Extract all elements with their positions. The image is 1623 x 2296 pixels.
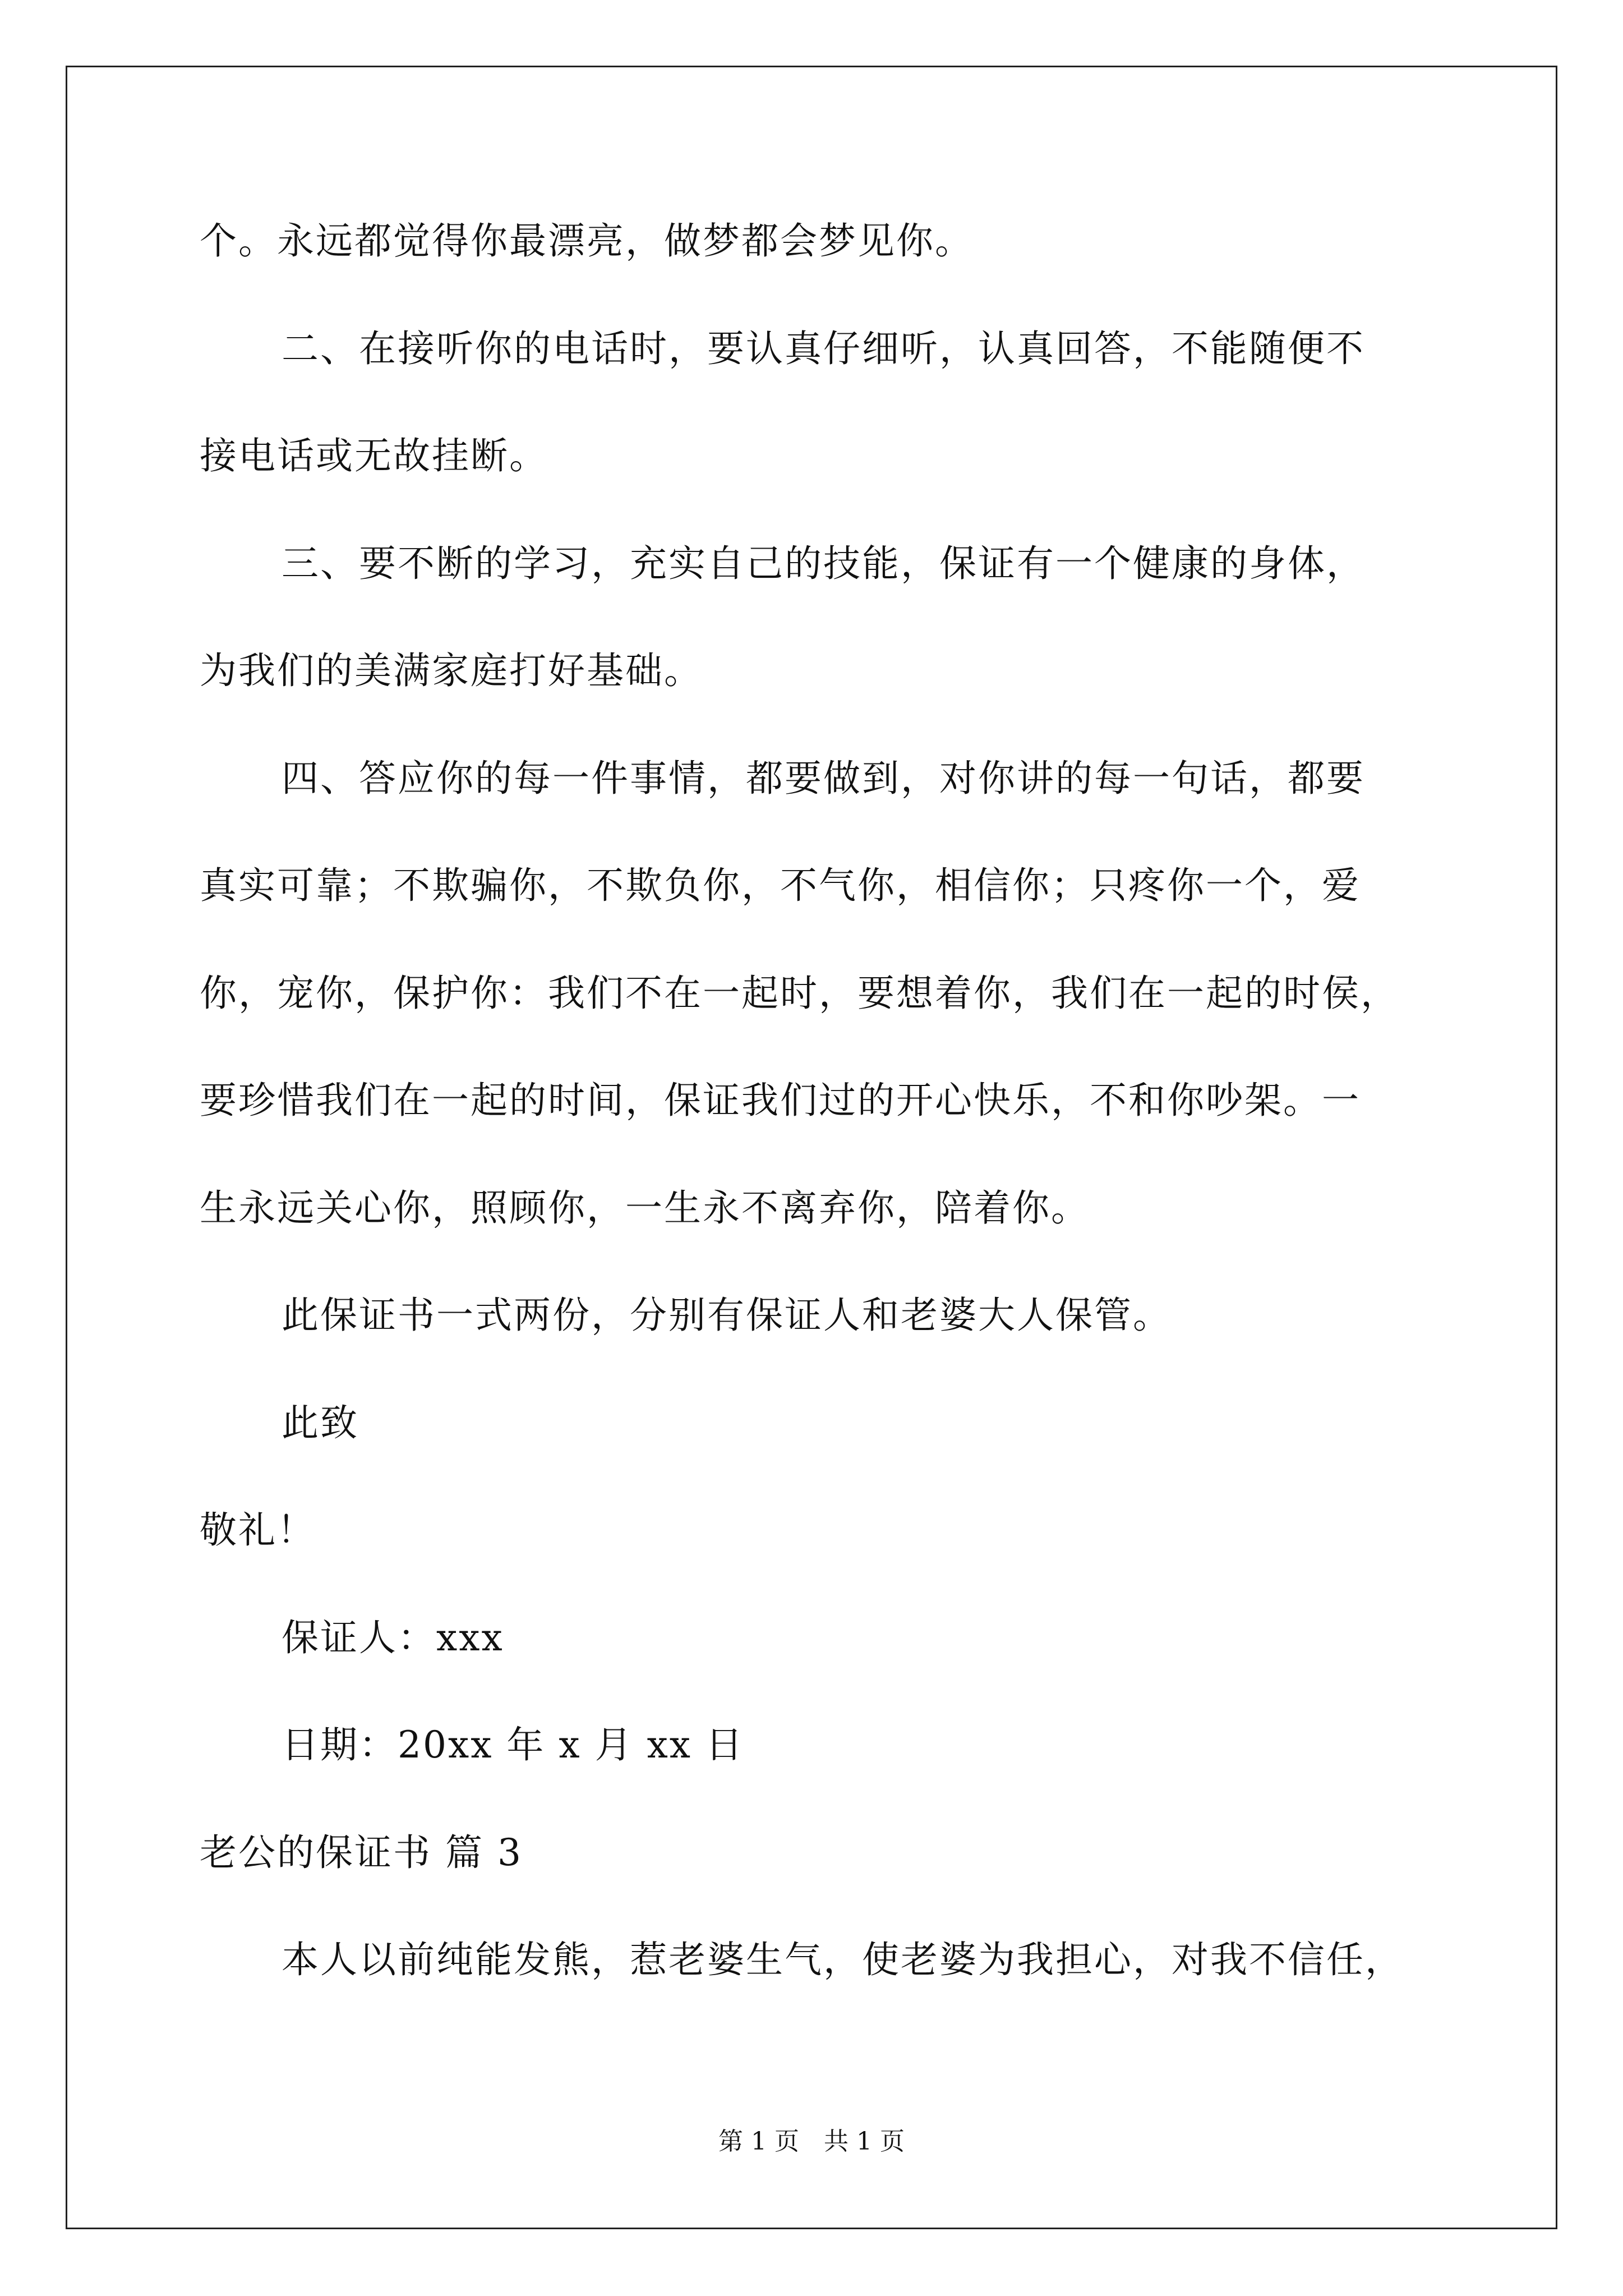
text-line: 要珍惜我们在一起的时间，保证我们过的开心快乐，不和你吵架。一 — [200, 1079, 1361, 1122]
text-line: 你，宠你，保护你：我们不在一起时，要想着你，我们在一起的时侯， — [200, 972, 1399, 1015]
section-heading: 老公的保证书 篇 3 — [200, 1831, 523, 1874]
page-border — [66, 66, 1557, 2229]
page-number: 第 1 页 共 1 页 — [718, 2127, 905, 2156]
text-line: 三、要不断的学习，充实自己的技能，保证有一个健康的身体， — [282, 542, 1365, 585]
text-line: 敬礼！ — [200, 1508, 316, 1552]
text-line: 接电话或无故挂断。 — [200, 434, 548, 477]
text-line: 此保证书一式两份，分别有保证人和老婆大人保管。 — [282, 1294, 1172, 1337]
text-line: 个。永远都觉得你最漂亮，做梦都会梦见你。 — [200, 219, 974, 263]
text-line: 此致 — [282, 1401, 359, 1444]
text-line: 本人以前纯能发熊，惹老婆生气，使老婆为我担心，对我不信任， — [282, 1938, 1404, 1981]
text-line: 日期：20xx 年 x 月 xx 日 — [282, 1723, 744, 1766]
text-line: 保证人：xxx — [282, 1616, 504, 1659]
text-line: 二、在接听你的电话时，要认真仔细听，认真回答，不能随便不 — [282, 327, 1365, 370]
text-line: 真实可靠；不欺骗你，不欺负你，不气你，相信你；只疼你一个，爱 — [200, 864, 1361, 907]
text-line: 为我们的美满家庭打好基础。 — [200, 649, 703, 692]
text-line: 四、答应你的每一件事情，都要做到，对你讲的每一句话，都要 — [282, 757, 1365, 800]
text-line: 生永远关心你，照顾你，一生永不离弃你，陪着你。 — [200, 1186, 1090, 1230]
